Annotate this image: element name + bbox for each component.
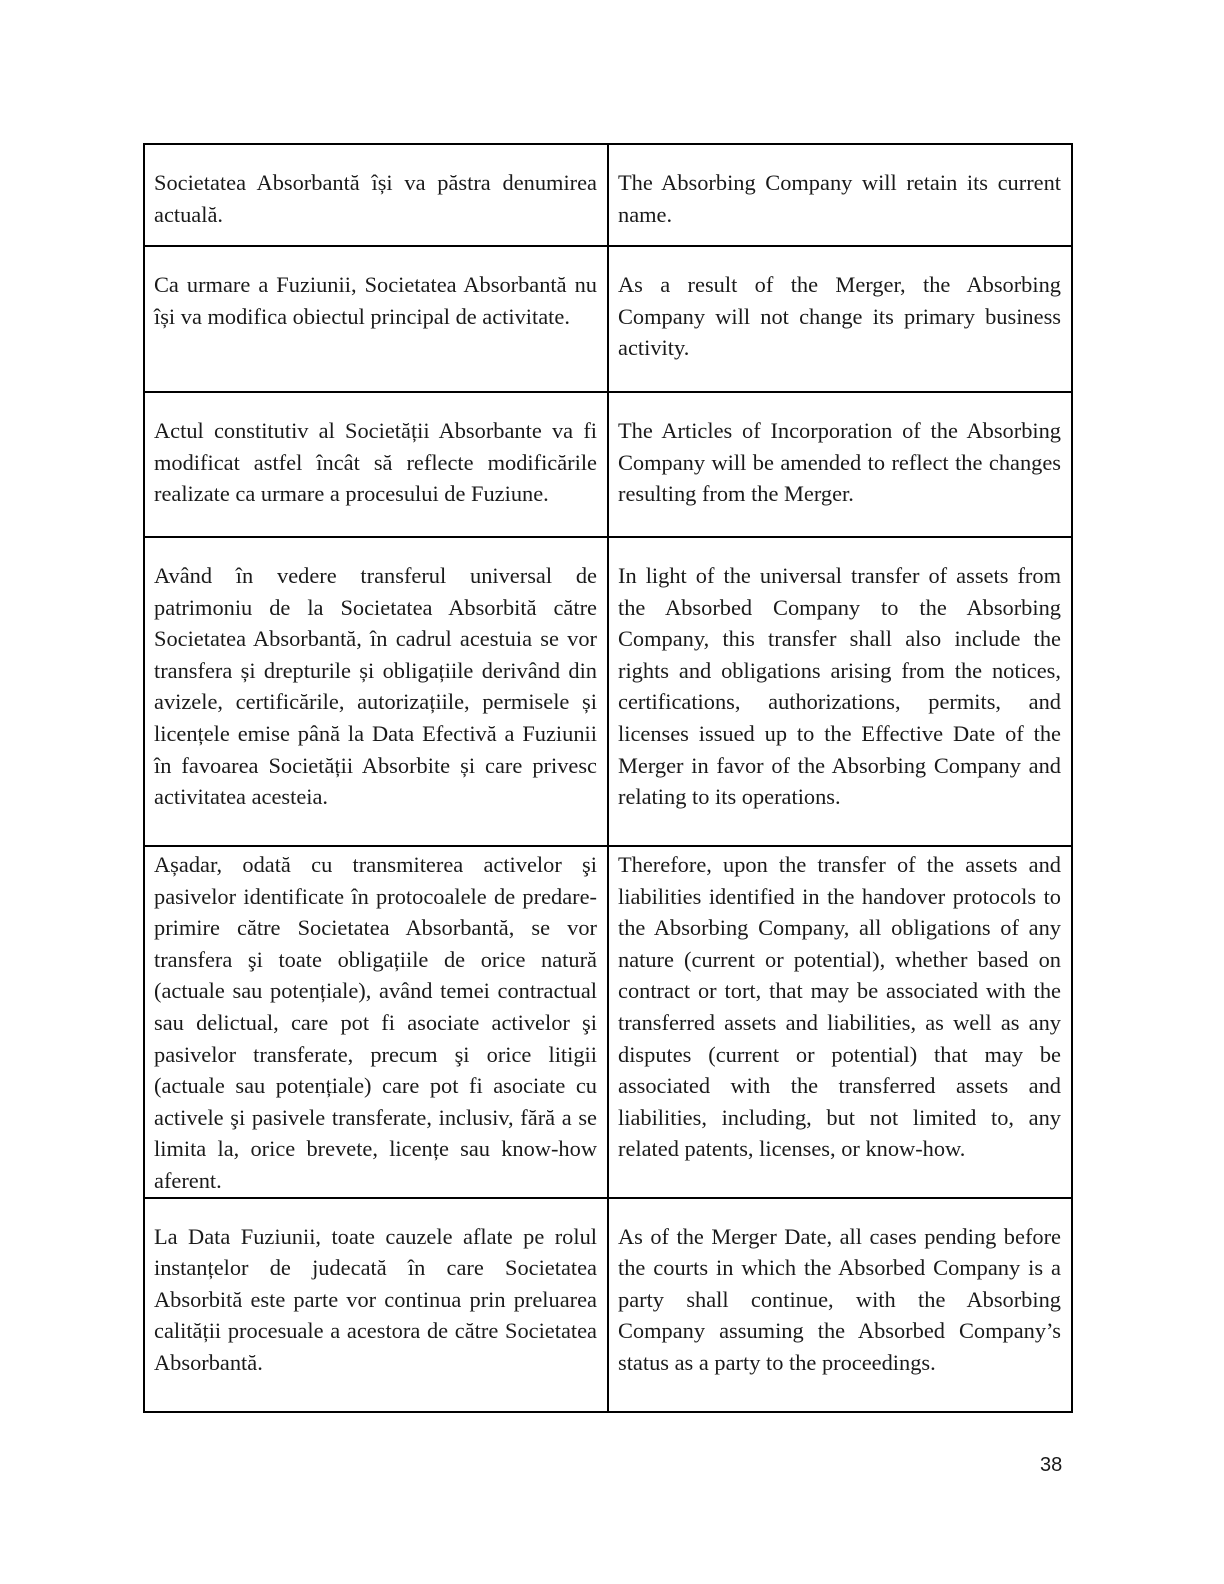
table-row: [144, 1198, 1072, 1412]
romanian-cell: Societatea Absorbantă își va păstra denumirea actuală.: [144, 144, 608, 246]
romanian-cell: Având în vedere transferul universal de patrimoniu de la Societatea Absorbită către Societatea Absorbantă, în cadrul acestuia se vor transfera și drepturile și obligațiile derivând din avizele, certificările, autorizațiile, permisele și licențele emise până la Data Efectivă a Fuziunii în favoarea Societății Absorbite și care privesc activitatea acesteia.: [144, 537, 608, 846]
romanian-cell: Actul constitutiv al Societății Absorbante va fi modificat astfel încât să reflecte modificările realizate ca urmare a procesului de Fuziune.: [144, 392, 608, 537]
english-cell: In light of the universal transfer of assets from the Absorbed Company to the Absorbing Company, this transfer shall also include the rights and obligations arising from the notices, certifications, authorizations, permits, and licenses issued up to the Effective Date of the Merger in favor of the Absorbing Company and relating to its operations.: [608, 537, 1072, 846]
table-row: [144, 537, 1072, 846]
page-number: 38: [1040, 1454, 1063, 1476]
table-row: [144, 246, 1072, 392]
table-row: [144, 144, 1072, 246]
romanian-cell: Ca urmare a Fuziunii, Societatea Absorbantă nu își va modifica obiectul principal de activitate.: [144, 246, 608, 392]
table-row: [144, 392, 1072, 537]
english-cell: The Absorbing Company will retain its current name.: [608, 144, 1072, 246]
romanian-cell: La Data Fuziunii, toate cauzele aflate pe rolul instanțelor de judecată în care Societatea Absorbită este parte vor continua prin preluarea calității procesuale a acestora de către Societatea Absorbantă.: [144, 1198, 608, 1412]
english-cell: Therefore, upon the transfer of the assets and liabilities identified in the handover protocols to the Absorbing Company, all obligations of any nature (current or potential), whether based on contract or tort, that may be associated with the transferred assets and liabilities, as well as any disputes (current or potential) that may be associated with the transferred assets and liabilities, including, but not limited to, any related patents, licenses, or know-how.: [608, 846, 1072, 1198]
english-cell: As of the Merger Date, all cases pending before the courts in which the Absorbed Company is a party shall continue, with the Absorbing Company assuming the Absorbed Company’s status as a party to the proceedings.: [608, 1198, 1072, 1412]
table-row: [144, 846, 1072, 1198]
english-cell: The Articles of Incorporation of the Absorbing Company will be amended to reflect the changes resulting from the Merger.: [608, 392, 1072, 537]
english-cell: As a result of the Merger, the Absorbing Company will not change its primary business activity.: [608, 246, 1072, 392]
romanian-cell: Așadar, odată cu transmiterea activelor şi pasivelor identificate în protocoalele de predare-primire către Societatea Absorbantă, se vor transfera şi toate obligațiile de orice natură (actuale sau potențiale), având temei contractual sau delictual, care pot fi asociate activelor şi pasivelor transferate, precum şi orice litigii (actuale sau potențiale) care pot fi asociate cu activele şi pasivele transferate, inclusiv, fără a se limita la, orice brevete, licențe sau know-how aferent.: [144, 846, 608, 1198]
bilingual-table: [143, 143, 1073, 1413]
